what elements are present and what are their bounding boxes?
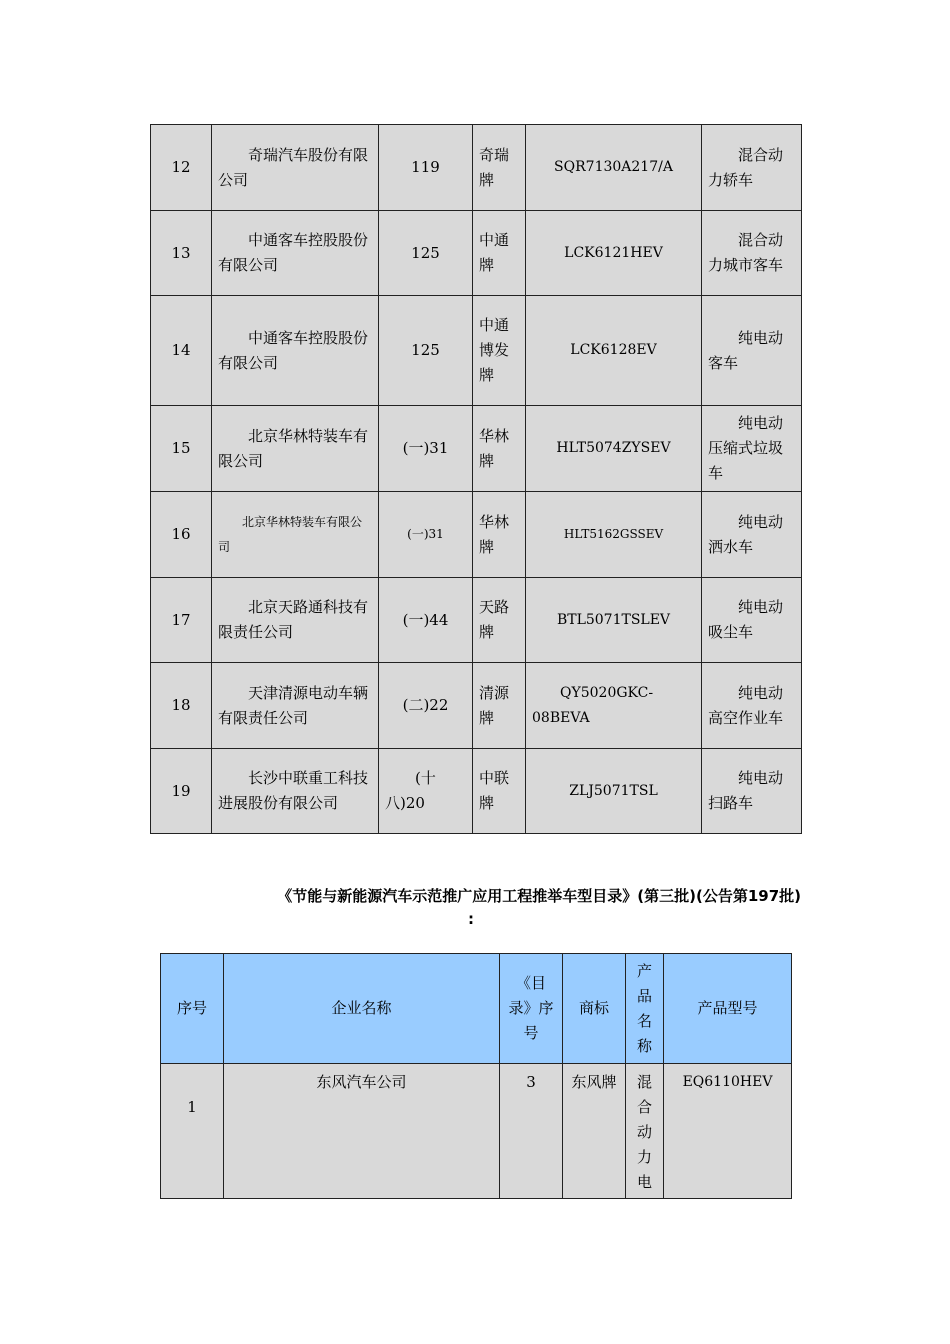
model-number: BTL5071TSLEV [526,578,702,663]
row-number: 16 [151,492,212,578]
section-colon: : [468,910,474,928]
company-name: 北京华林特装车有限公司 [212,492,379,578]
vehicle-table-third-batch [160,953,792,1199]
table-row [151,406,802,492]
row-number: 12 [151,125,212,211]
catalog-number: (一)31 [379,492,473,578]
catalog-number: 119 [379,125,473,211]
catalog-number: 3 [500,1064,563,1199]
company-name: 东风汽车公司 [224,1064,500,1199]
table-header-row [161,954,792,1064]
company-name: 奇瑞汽车股份有限公司 [212,125,379,211]
row-number: 17 [151,578,212,663]
brand: 华林牌 [473,492,526,578]
table-row [151,578,802,663]
row-number: 15 [151,406,212,492]
brand: 中通博发牌 [473,296,526,406]
catalog-number: (二)22 [379,663,473,749]
row-number: 19 [151,749,212,834]
table-row [151,211,802,296]
table-row [151,125,802,211]
table-row [151,296,802,406]
header-company: 企业名称 [224,954,500,1064]
product-name: 纯电动客车 [702,296,802,406]
row-number: 1 [161,1064,224,1199]
header-no: 序号 [161,954,224,1064]
table-row [151,663,802,749]
company-name: 中通客车控股股份有限公司 [212,211,379,296]
model-number: SQR7130A217/A [526,125,702,211]
product-name: 混合动力城市客车 [702,211,802,296]
model-number: EQ6110HEV [664,1064,792,1199]
company-name: 中通客车控股股份有限公司 [212,296,379,406]
catalog-number: (一)44 [379,578,473,663]
brand: 天路牌 [473,578,526,663]
product-name: 纯电动吸尘车 [702,578,802,663]
model-number: LCK6121HEV [526,211,702,296]
row-number: 18 [151,663,212,749]
model-number: HLT5162GSSEV [526,492,702,578]
product-name: 混合动力轿车 [702,125,802,211]
catalog-number: (十八)20 [379,749,473,834]
row-number: 14 [151,296,212,406]
company-name: 天津清源电动车辆有限责任公司 [212,663,379,749]
product-name: 纯电动洒水车 [702,492,802,578]
model-number: HLT5074ZYSEV [526,406,702,492]
product-name: 纯电动高空作业车 [702,663,802,749]
brand: 中通牌 [473,211,526,296]
product-name: 纯电动压缩式垃圾车 [702,406,802,492]
vehicle-table-continued [150,124,802,834]
company-name: 北京天路通科技有限责任公司 [212,578,379,663]
header-product: 产品名称 [626,954,664,1064]
model-number: LCK6128EV [526,296,702,406]
row-number: 13 [151,211,212,296]
catalog-number: (一)31 [379,406,473,492]
table-row [151,749,802,834]
brand: 东风牌 [563,1064,626,1199]
header-model: 产品型号 [664,954,792,1064]
catalog-number: 125 [379,296,473,406]
brand: 华林牌 [473,406,526,492]
catalog-number: 125 [379,211,473,296]
model-number: QY5020GKC-08BEVA [526,663,702,749]
model-number: ZLJ5071TSL [526,749,702,834]
company-name: 北京华林特装车有限公司 [212,406,379,492]
product-name: 纯电动扫路车 [702,749,802,834]
table-row [151,492,802,578]
brand: 奇瑞牌 [473,125,526,211]
table-row [161,1064,792,1199]
brand: 中联牌 [473,749,526,834]
section-title: 《节能与新能源汽车示范推广应用工程推举车型目录》(第三批)(公告第197批) [277,887,801,905]
product-name: 混合动力电 [626,1064,664,1199]
header-catalog: 《目录》序号 [500,954,563,1064]
company-name: 长沙中联重工科技进展股份有限公司 [212,749,379,834]
brand: 清源牌 [473,663,526,749]
header-brand: 商标 [563,954,626,1064]
